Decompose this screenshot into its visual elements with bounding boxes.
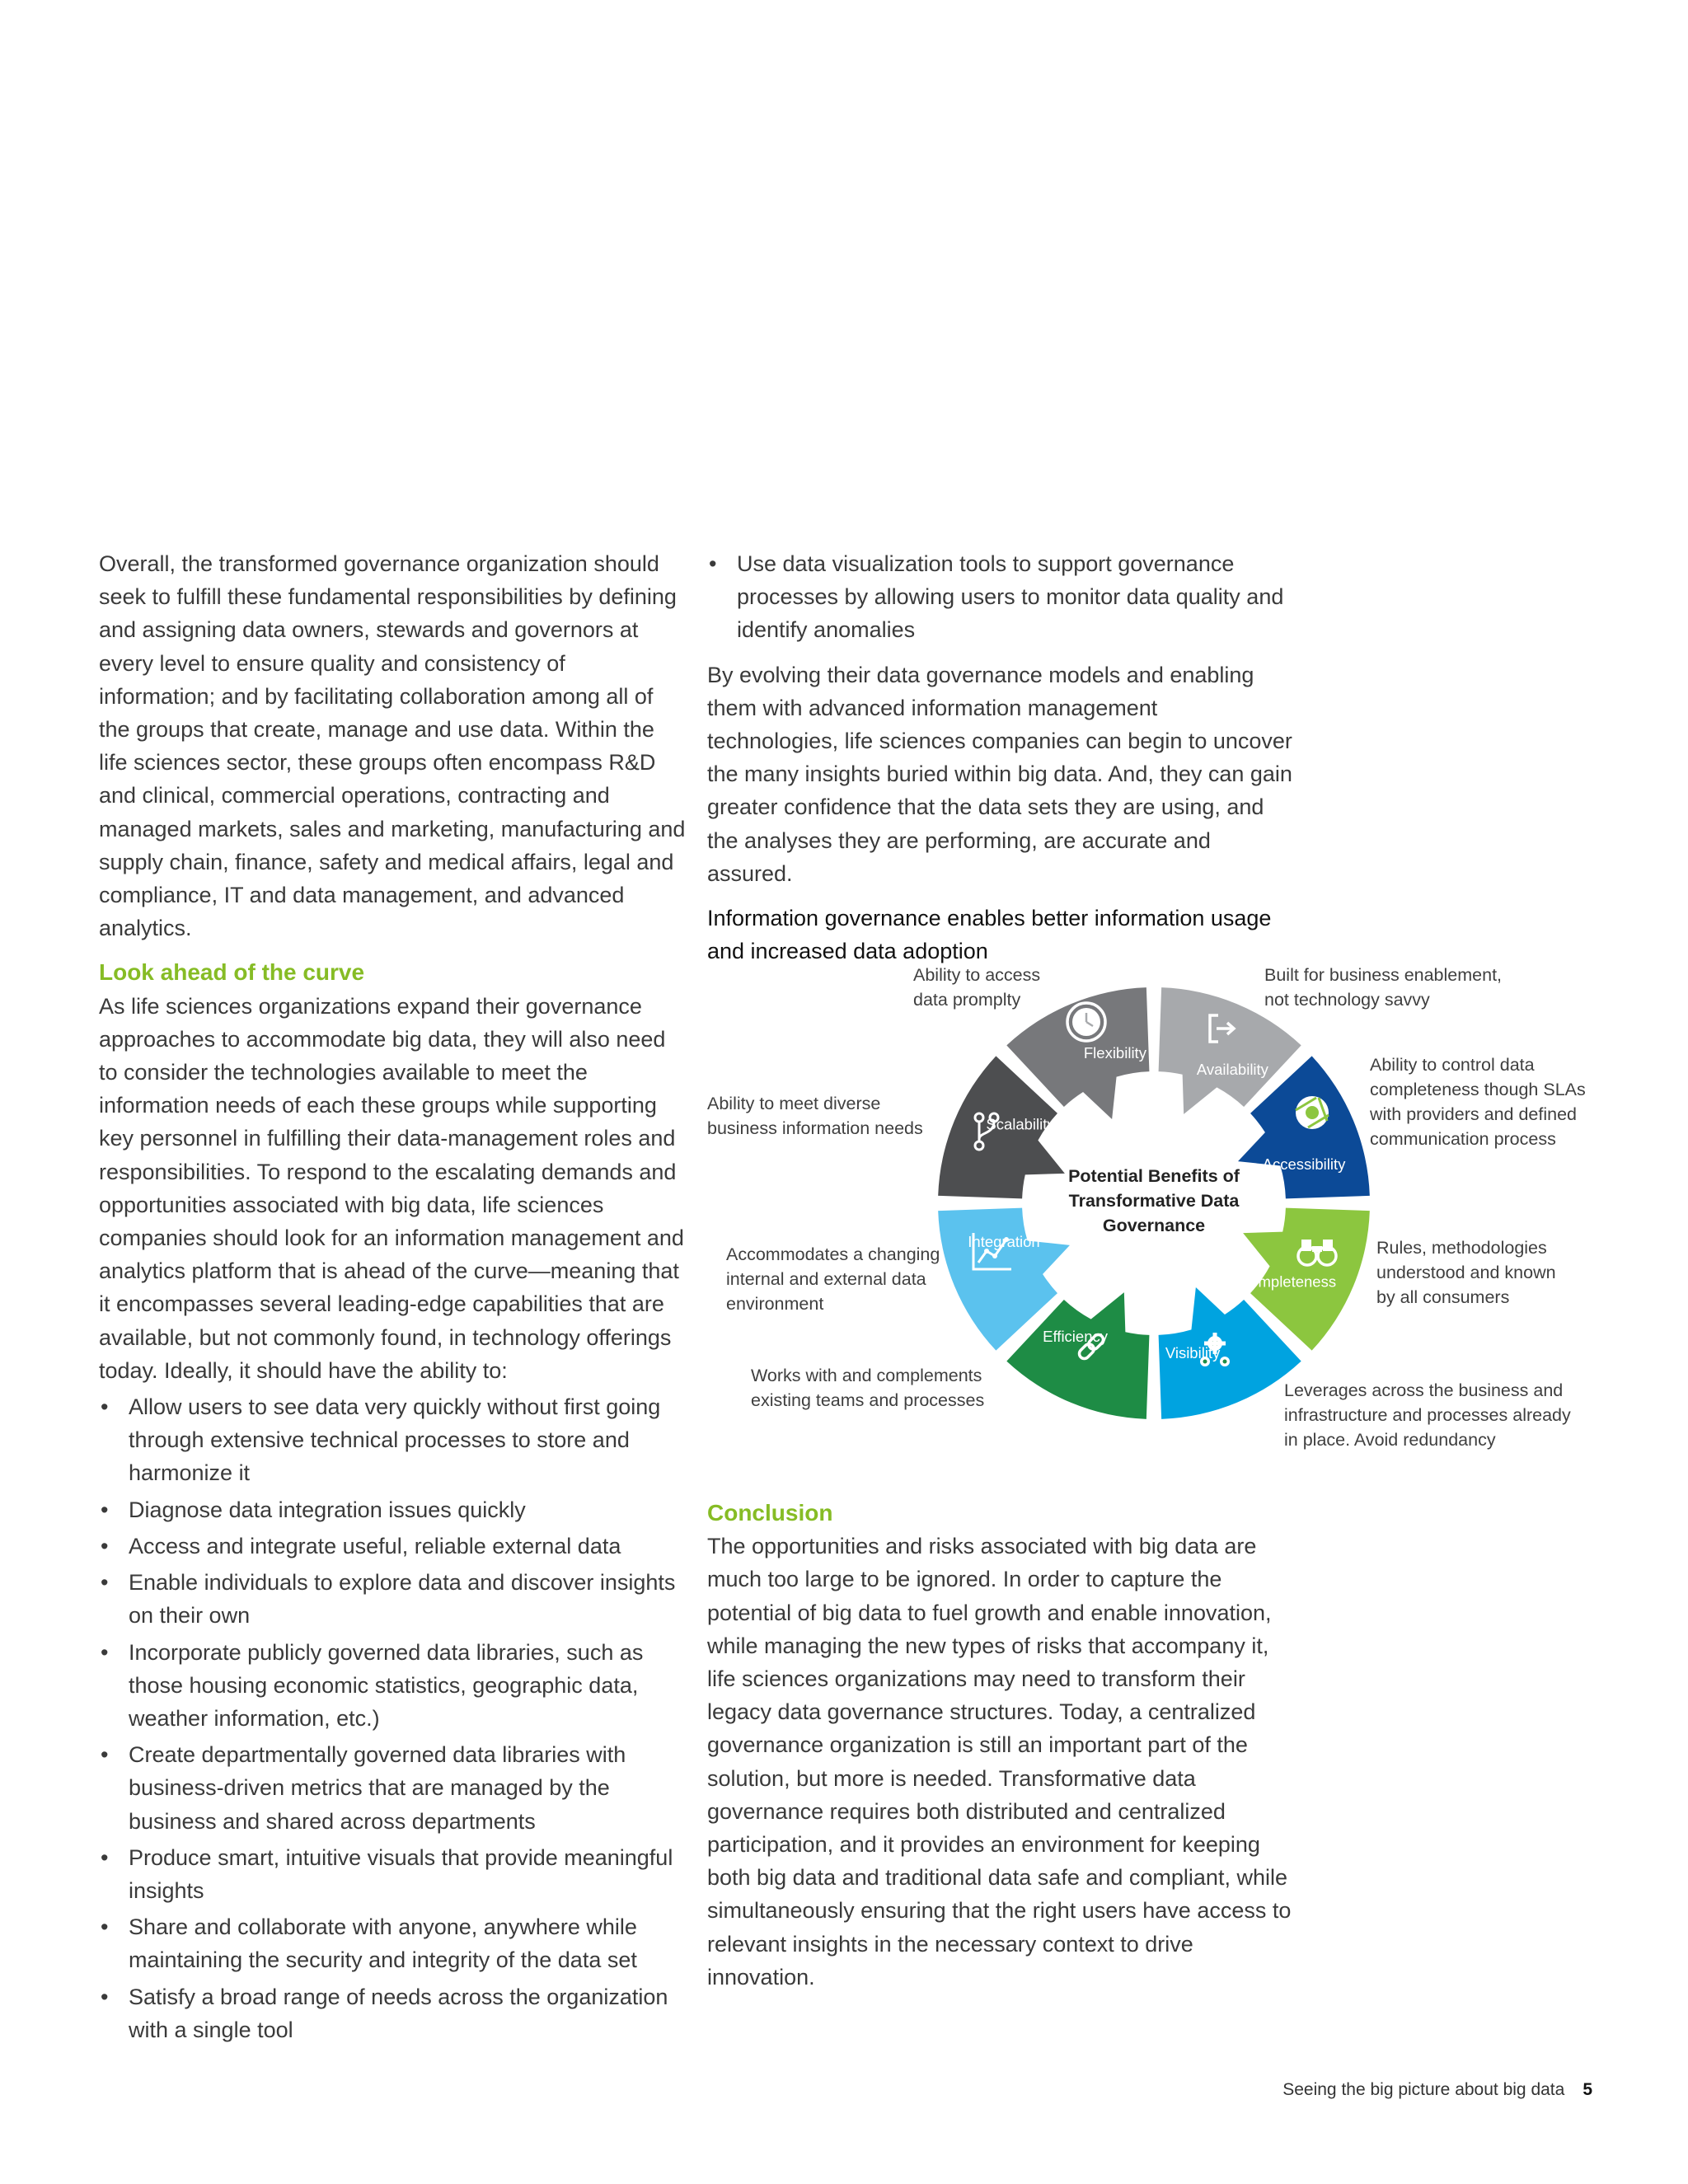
bullet-dot: •	[101, 1742, 109, 1768]
page-number: 5	[1582, 2080, 1592, 2099]
segment-label-efficiency: Efficiency	[1043, 1327, 1109, 1345]
bullet-dot: •	[101, 1639, 109, 1665]
page-footer	[1282, 2080, 1592, 2100]
list-item: • Use data visualization tools to support governance processes by allowing users to monitor data quality and identify anomalies	[707, 547, 1292, 647]
conclusion-paragraph: The opportunities and risks associated with big data are much too large to be ignored. In order to capture the potential of big data to fuel growth and enable innovation, while managing the new types of risks that accompany it, life sciences organizations may need to transform their legacy data governance structures. Today, a centralized governance organization is still an important part of the solution, but more is needed. Transformative data governance requires both distributed and centralized participation, and it provides an environment for keeping both big data and traditional data safe and compliant, while simultaneously ensuring that the right users have access to relevant insights in the necessary context to drive innovation.	[707, 1534, 1292, 1990]
caption-integration: Works with and complements existing teams and processes	[751, 1366, 985, 1410]
bullet-dot: •	[709, 551, 717, 576]
segment-label-availability: Availability	[1196, 1061, 1268, 1079]
segment-label-flexibility: Flexibility	[1083, 1043, 1146, 1062]
list-item: • Share and collaborate with anyone, anywhere while maintaining the security and integrity of the data set	[99, 1910, 686, 1976]
segment-label-integration: Integration	[968, 1233, 1040, 1251]
bullet-dot: •	[101, 1497, 109, 1522]
caption-accessibility: Built for business enablement, not technology savvy	[1264, 965, 1503, 1010]
segment-label-accessibility: Accessibility	[1262, 1155, 1346, 1173]
diagram-center-title: Potential Benefits of Transformative Data Governance	[1068, 1166, 1240, 1235]
list-item: • Diagnose data integration issues quickly	[99, 1493, 686, 1526]
caption-flexibility: Ability to meet diverse business information needs	[707, 1094, 923, 1138]
intro-paragraph: Overall, the transformed governance organization should seek to fulfill these fundamental responsibilities by defining and assigning data owners, stewards and governors at every level to ensure quality and consistency of information; and by facilitating collaboration among all of the groups that create, manage and use data. Within the life sciences sector, these groups often encompass R&D and clinical, commercial operations, contracting and managed markets, sales and marketing, manufacturing and supply chain, finance, safety and medical affairs, legal and compliance, IT and data management, and advanced analytics.	[99, 551, 686, 941]
list-item: • Enable individuals to explore data and discover insights on their own	[99, 1566, 686, 1632]
bullet-dot: •	[101, 1915, 109, 1940]
bullet-dot: •	[101, 1984, 109, 2009]
list-item: • Create departmentally governed data libraries with business-driven metrics that are managed by the business and shared across departments	[99, 1738, 686, 1838]
list-item: • Allow users to see data very quickly without first going through extensive technical processes to store and harmonize it	[99, 1390, 686, 1490]
bullet-dot: •	[101, 1844, 109, 1870]
list-item: • Produce smart, intuitive visuals that provide meaningful insights	[99, 1841, 686, 1907]
bullet-dot: •	[101, 1533, 109, 1558]
conclusion-heading: Conclusion	[707, 1500, 833, 1526]
segment-label-scalability: Scalability	[986, 1115, 1055, 1133]
section-heading: Look ahead of the curve	[99, 959, 365, 986]
list-item: • Satisfy a broad range of needs across the organization with a single tool	[99, 1980, 686, 2046]
figure-title: Information governance enables better information usage and increased data adoption	[707, 906, 1272, 964]
bullet-dot: •	[101, 1394, 109, 1420]
footer-title: Seeing the big picture about big data	[1282, 2080, 1565, 2099]
caption-scalability: Accommodates a changing internal and external data environment	[726, 1244, 940, 1314]
bullet-dot: •	[101, 1570, 109, 1596]
aperture-icon	[1296, 1096, 1329, 1129]
segment-label-completeness: Completeness	[1238, 1272, 1337, 1291]
list-item: • Incorporate publicly governed data libraries, such as those housing economic statistics, geographic data, weather information, etc.)	[99, 1636, 686, 1736]
evolving-paragraph: By evolving their data governance models and enabling them with advanced information management technologies, life sciences companies can begin to uncover the many insights buried within big data. And, they can gain greater confidence that the data sets they are using, and the analyses they are performing, are accurate and assured.	[707, 662, 1292, 886]
caption-availability: Ability to access data promplty	[913, 965, 1041, 1010]
caption-visibility: Rules, methodologies understood and known by all consumers	[1376, 1238, 1556, 1307]
caption-efficiency: Leverages across the business and infrastructure and processes already in place. Avoid redundancy	[1284, 1380, 1571, 1450]
section-paragraph: As life sciences organizations expand their governance approaches to accommodate big data, they will also need to consider the technologies available to meet the information needs of each these groups while supporting key personnel in fulfilling their data-management roles and responsibilities. To respond to the escalating demands and opportunities associated with big data, life sciences companies should look for an information management and analytics platform that is ahead of the curve—meaning that it encompasses several leading-edge capabilities that are available, but not commonly found, in technology offerings today. Ideally, it should have the ability to:	[99, 993, 684, 1383]
caption-completeness: Ability to control data completeness though SLAs with providers and defined communication process	[1370, 1055, 1586, 1149]
list-item: • Access and integrate useful, reliable external data	[99, 1530, 686, 1563]
segment-label-visibility: Visibility	[1165, 1344, 1221, 1362]
